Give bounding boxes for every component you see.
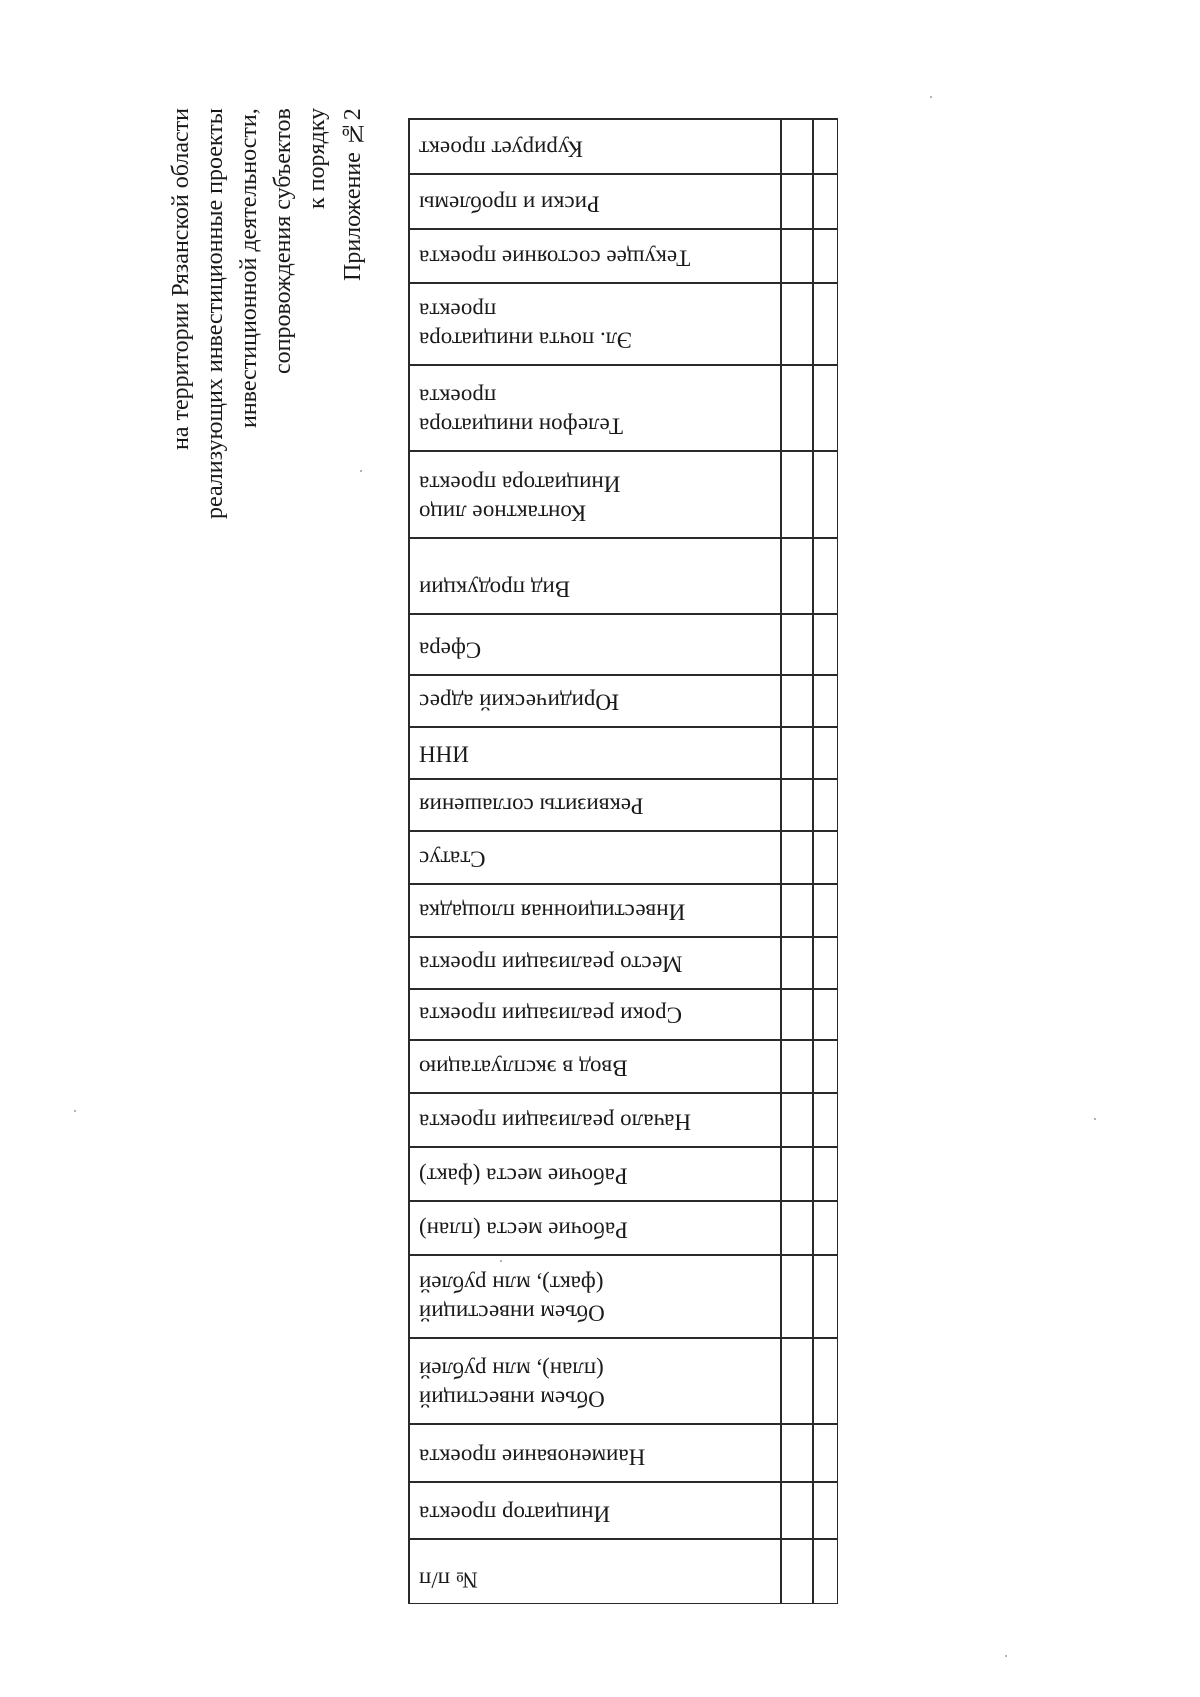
scan-speck bbox=[1094, 1118, 1096, 1120]
table-header-cell bbox=[413, 175, 775, 229]
table-header-label: Вид продукции bbox=[419, 576, 571, 601]
table-data-cell bbox=[782, 1483, 813, 1539]
table-data-cell bbox=[814, 1339, 837, 1424]
table-header-cell bbox=[413, 615, 775, 675]
table-data-cell bbox=[782, 366, 813, 451]
table-data-cell bbox=[814, 728, 837, 779]
table-header-label: Риски и проблемы bbox=[419, 191, 600, 216]
table-header-label: Ввод в эксплуатацию bbox=[419, 1055, 628, 1080]
table-header-label: Инвестиционная площадка bbox=[419, 899, 686, 924]
table-header-label: Контактное лицо bbox=[419, 500, 587, 525]
table-header-cell bbox=[413, 452, 775, 538]
table-border-left bbox=[408, 118, 410, 1604]
table-data-cell bbox=[814, 284, 837, 365]
table-header-label: Эл. почта инициатора bbox=[419, 327, 633, 352]
table-header-label: проекта bbox=[419, 298, 497, 323]
table-data-cell bbox=[782, 1094, 813, 1147]
table-header-label: Реквизиты соглашения bbox=[419, 793, 644, 818]
table-data-cell bbox=[814, 175, 837, 229]
table-header-cell bbox=[413, 1094, 775, 1147]
table-data-cell bbox=[814, 832, 837, 884]
table-data-cell bbox=[782, 780, 813, 831]
table-header-cell bbox=[413, 1483, 775, 1539]
table-header-label: Юридический адрес bbox=[419, 689, 619, 714]
table-data-cell bbox=[782, 120, 813, 174]
table-header-cell bbox=[413, 780, 775, 831]
table-header-cell bbox=[413, 1202, 775, 1255]
table-header-label: Место реализации проекта bbox=[419, 951, 683, 976]
table-data-cell bbox=[814, 1483, 837, 1539]
scan-speck bbox=[74, 1110, 76, 1112]
table-data-cell bbox=[814, 1256, 837, 1338]
table-data-cell bbox=[782, 1425, 813, 1482]
table-data-cell bbox=[782, 1202, 813, 1255]
table-header-cell bbox=[413, 990, 775, 1040]
table-data-cell bbox=[782, 832, 813, 884]
header-line-appendix-number: Приложение №2 bbox=[340, 108, 366, 281]
table-data-cell bbox=[814, 885, 837, 937]
table-header-label: Телефон инициатора bbox=[419, 413, 623, 438]
table-data-cell bbox=[814, 1425, 837, 1482]
table-header-cell bbox=[413, 728, 775, 779]
table-header-label: Сфера bbox=[419, 637, 482, 662]
table-data-cell bbox=[814, 1041, 837, 1093]
header-line-activity: инвестиционной деятельности, bbox=[236, 108, 262, 428]
table-data-cell bbox=[814, 1202, 837, 1255]
table-header-label: (факт), млн рублей bbox=[419, 1271, 604, 1296]
table-data-cell bbox=[782, 615, 813, 675]
table-data-cell bbox=[782, 1339, 813, 1424]
header-line-region: на территории Рязанской области bbox=[168, 108, 194, 450]
table-data-cell bbox=[782, 230, 813, 283]
scan-speck bbox=[360, 470, 362, 472]
table-data-cell bbox=[814, 676, 837, 727]
table-data-cell bbox=[782, 885, 813, 937]
header-line-projects: реализующих инвестиционные проекты bbox=[202, 108, 228, 519]
table-data-cell bbox=[782, 284, 813, 365]
table-header-cell bbox=[413, 120, 775, 174]
table-header-label: Наименование проекта bbox=[419, 1444, 646, 1469]
table-header-cell bbox=[413, 1148, 775, 1201]
table-data-cell bbox=[782, 728, 813, 779]
table-header-cell bbox=[413, 938, 775, 989]
table-header-cell bbox=[413, 1339, 775, 1424]
header-line-support: сопровождения субъектов bbox=[270, 108, 296, 374]
scan-speck bbox=[1005, 1655, 1007, 1657]
table-header-label: Инициатора проекта bbox=[419, 471, 621, 496]
table-data-cell bbox=[814, 452, 837, 538]
table-data-cell bbox=[814, 1148, 837, 1201]
table-header-label: № п/п bbox=[419, 1567, 478, 1592]
table-header-label: Объем инвестиций bbox=[419, 1386, 605, 1411]
table-header-label: проекта bbox=[419, 384, 497, 409]
header-line-procedure: к порядку bbox=[304, 108, 330, 210]
table-header-label: (план), млн рублей bbox=[419, 1357, 604, 1382]
table-header-cell bbox=[413, 230, 775, 283]
table-header-label: Текущее состояние проекта bbox=[419, 245, 691, 270]
table-data-cell bbox=[782, 676, 813, 727]
table-header-cell bbox=[413, 1540, 775, 1605]
table-header-label: Рабочие места (план) bbox=[419, 1217, 628, 1242]
table-data-cell bbox=[782, 1540, 813, 1605]
table-data-cell bbox=[814, 1540, 837, 1605]
table-header-label: ИНН bbox=[419, 741, 469, 766]
table-header-label: Рабочие места (факт) bbox=[419, 1163, 628, 1188]
table-data-cell bbox=[814, 366, 837, 451]
table-header-label: Сроки реализации проекта bbox=[419, 1002, 682, 1027]
table-border-right bbox=[837, 118, 839, 1604]
table-data-cell bbox=[782, 938, 813, 989]
table-header-cell bbox=[413, 366, 775, 451]
table-data-cell bbox=[782, 175, 813, 229]
table-data-cell bbox=[782, 452, 813, 538]
table-header-cell bbox=[413, 1425, 775, 1482]
table-header-label: Начало реализации проекта bbox=[419, 1109, 691, 1134]
table-data-cell bbox=[814, 615, 837, 675]
table-header-label: Статус bbox=[419, 846, 486, 871]
table-header-cell bbox=[413, 885, 775, 937]
table-header-cell bbox=[413, 284, 775, 365]
table-header-label: Объем инвестиций bbox=[419, 1300, 605, 1325]
table-data-cell bbox=[814, 990, 837, 1040]
table-data-cell bbox=[814, 230, 837, 283]
table-data-cell bbox=[814, 120, 837, 174]
table-data-cell bbox=[814, 1094, 837, 1147]
document-header bbox=[150, 108, 368, 538]
scan-speck bbox=[930, 96, 932, 98]
table-data-cell bbox=[782, 990, 813, 1040]
table-data-cell bbox=[782, 1256, 813, 1338]
table-data-cell bbox=[782, 539, 813, 614]
table-data-cell bbox=[814, 539, 837, 614]
table-data-cell bbox=[782, 1148, 813, 1201]
table-header-label: Курирует проект bbox=[419, 136, 584, 161]
scan-speck bbox=[500, 1260, 502, 1262]
table-header-cell bbox=[413, 676, 775, 727]
table-header-cell bbox=[413, 1256, 775, 1338]
table-header-cell bbox=[413, 832, 775, 884]
table-header-cell bbox=[413, 539, 775, 614]
table-data-cell bbox=[814, 780, 837, 831]
table-data-cell bbox=[782, 1041, 813, 1093]
table-header-cell bbox=[413, 1041, 775, 1093]
table-header-label: Инициатор проекта bbox=[419, 1501, 611, 1526]
table-data-cell bbox=[814, 938, 837, 989]
project-table bbox=[408, 118, 838, 1604]
